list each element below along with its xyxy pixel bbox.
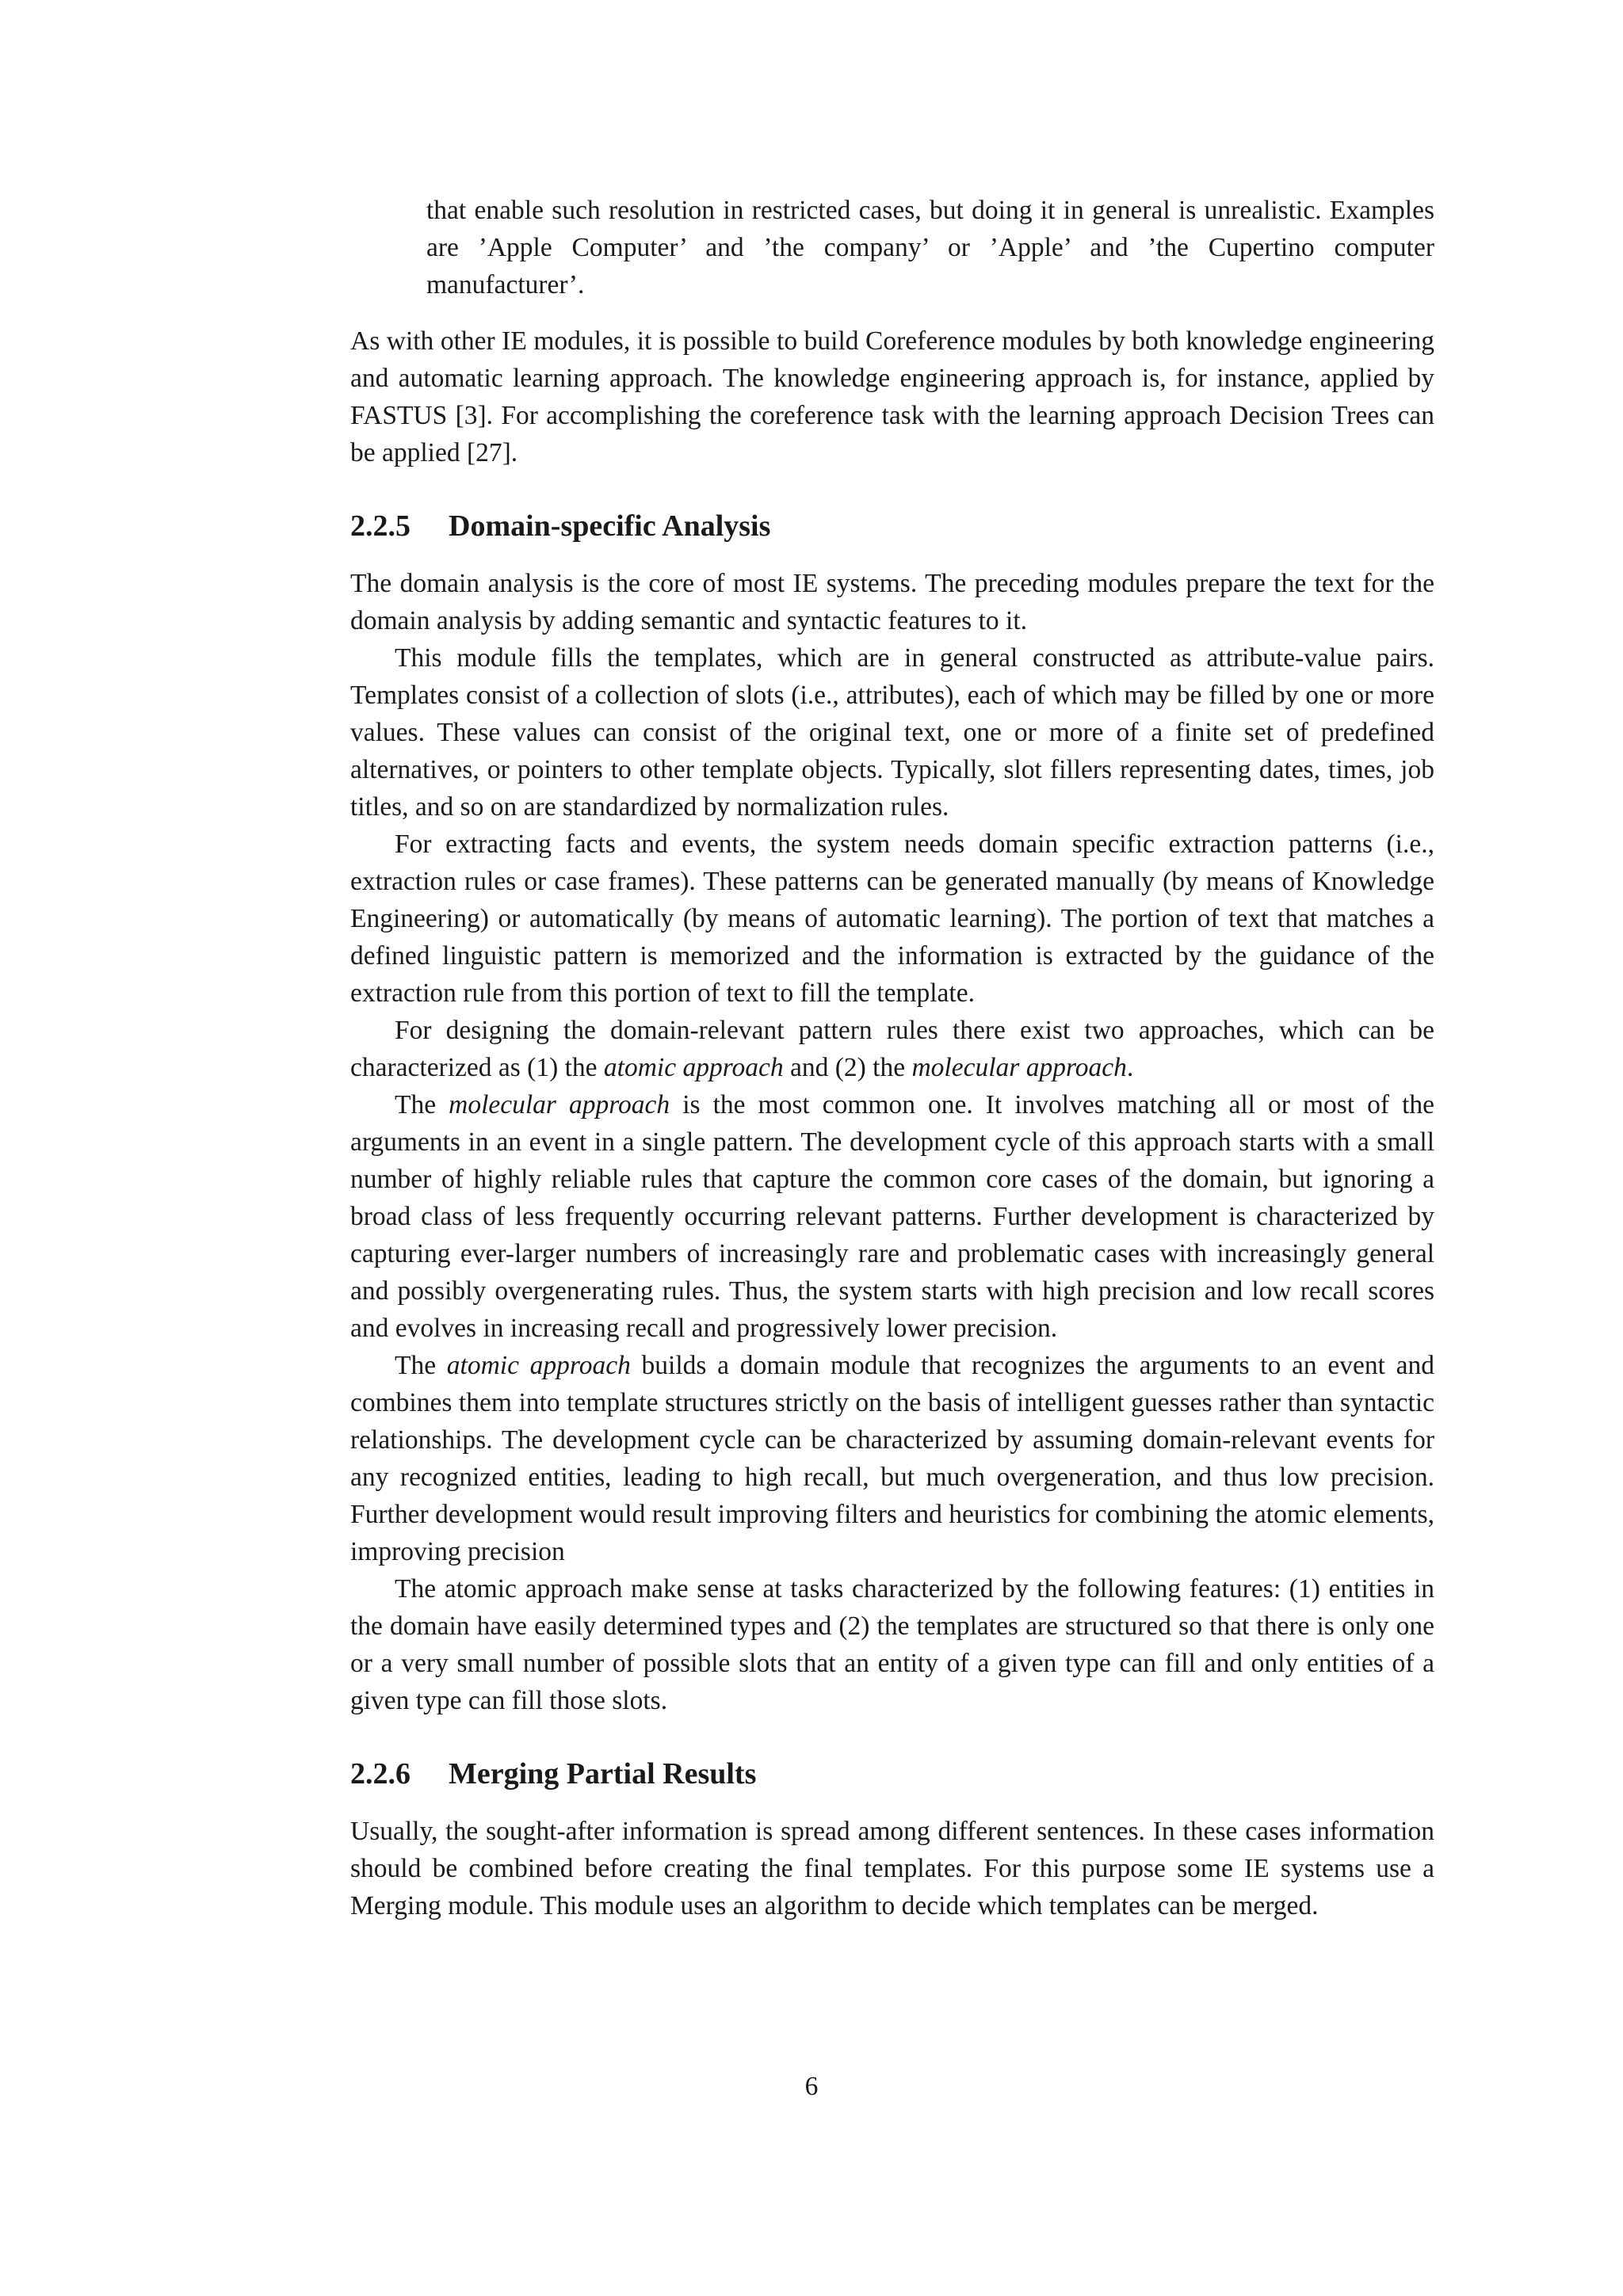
text-run: .: [1126, 1053, 1134, 1082]
emphasis-atomic-approach: atomic approach: [603, 1053, 784, 1082]
coreference-paragraph: As with other IE modules, it is possible to build Coreference modules by both knowledge engineering and automatic learning approach. The knowledge engineering approach is, for instance, applied by FASTUS [3]. For accomplishing the coreference task with the learning approach Decision Trees can be applied [27].: [350, 326, 1434, 467]
section-heading-2-2-6: [350, 1755, 1434, 1793]
text-run: builds a domain module that recognizes the arguments to an event and combines them into template structures strictly on the basis of intelligent guesses rather than syntactic relationships. The development cycle can be characterized by assuming domain-relevant events for any recognized entities, leading to high recall, but much overgeneration, and thus low precision. Further development would result improving filters and heuristics for combining the atomic elements, improving precision: [350, 1351, 1434, 1566]
domain-analysis-paragraph-4: [350, 1012, 1434, 1086]
section-number: 2.2.5: [350, 509, 411, 543]
domain-analysis-paragraph-5: [350, 1086, 1434, 1347]
domain-analysis-paragraph-3: For extracting facts and events, the system needs domain specific extraction patterns (i.e., extraction rules or case frames). These patterns can be generated manually (by means of Knowledge Engineering) or automatically (by means of automatic learning). The portion of text that matches a defined linguistic pattern is memorized and the information is extracted by the guidance of the extraction rule from this portion of text to fill the template.: [350, 830, 1434, 1008]
continued-list-item: that enable such resolution in restricted cases, but doing it in general is unrealistic. Examples are ’Apple Computer’ and ’the company’ or ’Apple’ and ’the Cupertino computer manufacturer’.: [426, 196, 1434, 299]
merging-paragraph: Usually, the sought-after information is spread among different sentences. In these cases information should be combined before creating the final templates. For this purpose some IE systems use a Merging module. This module uses an algorithm to decide which templates can be merged.: [350, 1817, 1434, 1920]
domain-analysis-paragraph-7: The atomic approach make sense at tasks characterized by the following features: (1) entities in the domain have easily determined types and (2) the templates are structured so that there is only one or a very small number of possible slots that an entity of a given type can fill and only entities of a given type can fill those slots.: [350, 1574, 1434, 1715]
section-number: 2.2.6: [350, 1757, 411, 1791]
section-title: Domain-specific Analysis: [449, 509, 771, 543]
domain-analysis-paragraph-1: The domain analysis is the core of most IE systems. The preceding modules prepare the text for the domain analysis by adding semantic and syntactic features to it.: [350, 569, 1434, 635]
domain-analysis-paragraph-6: [350, 1347, 1434, 1570]
text-run: For designing the domain-relevant pattern rules there exist two approaches, which can be characterized as (1) the: [350, 1016, 1434, 1082]
emphasis-atomic-approach: atomic approach: [446, 1351, 631, 1380]
emphasis-molecular-approach: molecular approach: [911, 1053, 1127, 1082]
page-body: [350, 192, 1434, 1924]
text-run: The: [395, 1090, 449, 1119]
text-run: The: [395, 1351, 447, 1380]
section-heading-2-2-5: [350, 507, 1434, 545]
text-run: and (2) the: [783, 1053, 912, 1082]
text-run: is the most common one. It involves matching all or most of the arguments in an event in a single pattern. The development cycle of this approach starts with a small number of highly reliable rules that capture the common core cases of the domain, but ignoring a broad class of less frequently occurring relevant patterns. Further development is characterized by capturing ever-larger numbers of increasingly rare and problematic cases with increasingly general and possibly overgenerating rules. Thus, the system starts with high precision and low recall scores and evolves in increasing recall and progressively lower precision.: [350, 1090, 1434, 1343]
domain-analysis-paragraph-2: This module fills the templates, which are in general constructed as attribute-value pairs. Templates consist of a collection of slots (i.e., attributes), each of which may be filled by one or more values. These values can consist of the original text, one or more of a finite set of predefined alternatives, or pointers to other template objects. Typically, slot fillers representing dates, times, job titles, and so on are standardized by normalization rules.: [350, 643, 1434, 822]
section-title: Merging Partial Results: [449, 1757, 757, 1791]
emphasis-molecular-approach: molecular approach: [449, 1090, 670, 1119]
page-number: 6: [804, 2072, 819, 2101]
